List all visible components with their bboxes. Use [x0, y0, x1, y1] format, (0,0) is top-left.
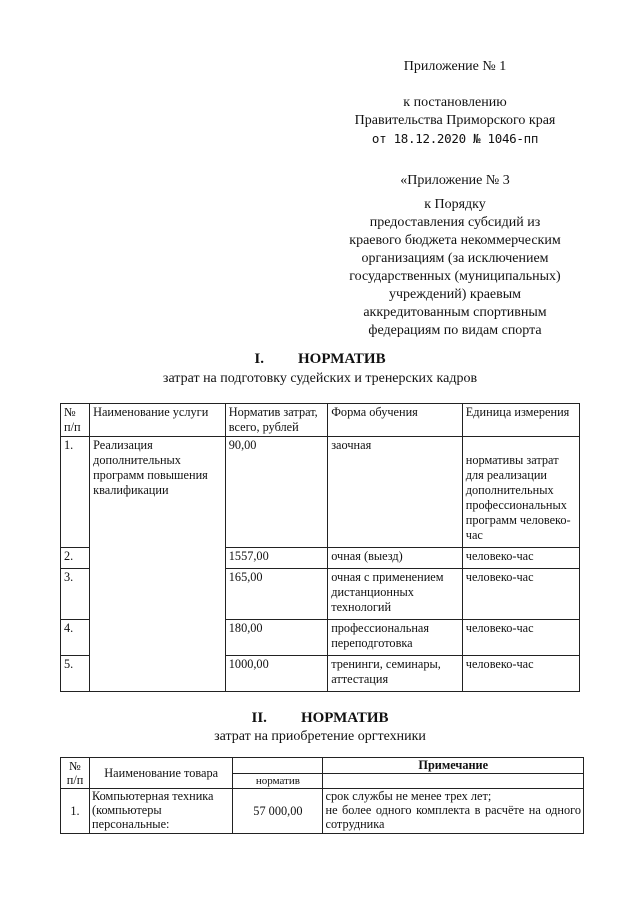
header-num: № п/п — [61, 758, 90, 789]
row-norm: 1557,00 — [225, 548, 327, 569]
section2-subtitle: затрат на приобретение оргтехники — [214, 729, 426, 744]
row-norm: 57 000,00 — [233, 789, 323, 834]
table-row — [61, 437, 580, 548]
equipment-cost-table — [60, 757, 584, 834]
header-item: Наименование товара — [90, 758, 233, 789]
row-num: 4. — [61, 620, 90, 656]
note-line: срок службы не менее трех лет; — [325, 789, 492, 803]
row-form: очная с применением дистанционных технологий — [328, 569, 463, 620]
table-header-row — [61, 404, 580, 437]
header-norm: норматив — [233, 773, 323, 789]
row-unit: человеко-час — [462, 620, 579, 656]
service-name: Реализация дополнительных программ повышения квалификации — [90, 437, 226, 692]
row-norm: 90,00 — [225, 437, 327, 548]
header-service: Наименование услуги — [90, 404, 226, 437]
section1-roman: I. — [254, 351, 265, 367]
nested-line: краевого бюджета некоммерческим — [349, 233, 561, 248]
row-unit: человеко-час — [462, 548, 579, 569]
nested-line: к Порядку — [424, 197, 486, 212]
resolution-block — [330, 94, 580, 148]
section1-title: НОРМАТИВ — [298, 351, 386, 367]
row-form: очная (выезд) — [328, 548, 463, 569]
nested-appendix-text — [330, 196, 580, 340]
header-form: Форма обучения — [328, 404, 463, 437]
row-norm: 165,00 — [225, 569, 327, 620]
section2-title: НОРМАТИВ — [300, 710, 389, 726]
resolution-line: к постановлению — [403, 95, 507, 110]
nested-appendix — [330, 172, 580, 190]
table-header-row — [61, 758, 584, 774]
appendix-title: Приложение № 1 — [403, 59, 507, 74]
appendix-header — [330, 58, 580, 76]
row-item: Компьютерная техника (компьютеры персональные: — [90, 789, 233, 834]
section1-subtitle: затрат на подготовку судейских и тренерских кадров — [162, 371, 478, 386]
nested-line: учреждений) краевым — [388, 287, 521, 302]
section2-roman: II. — [251, 710, 267, 726]
nested-appendix-title: «Приложение № 3 — [400, 173, 510, 188]
row-num: 1. — [61, 437, 90, 548]
row-unit: человеко-час — [462, 569, 579, 620]
row-form: заочная — [328, 437, 463, 548]
table-row — [61, 789, 584, 834]
row-unit: нормативы затрат для реализации дополнительных профессиональных программ человеко-час — [462, 437, 579, 548]
nested-line: федерациям по видам спорта — [368, 323, 542, 338]
nested-line: организациям (за исключением — [361, 251, 549, 266]
row-unit: человеко-час — [462, 656, 579, 692]
note-line: не более одного комплекта в расчёте на одного сотрудника — [325, 803, 581, 831]
section1-heading — [0, 350, 640, 368]
row-norm: 1000,00 — [225, 656, 327, 692]
row-form: профессиональная переподготовка — [328, 620, 463, 656]
government-line: Правительства Приморского края — [354, 113, 556, 128]
header-note: Примечание — [323, 758, 584, 774]
row-note — [323, 789, 584, 834]
row-num: 2. — [61, 548, 90, 569]
nested-line: аккредитованным спортивным — [363, 305, 547, 320]
header-note-blank — [323, 773, 584, 789]
nested-line: государственных (муниципальных) — [349, 269, 561, 284]
header-blank — [233, 758, 323, 774]
header-norm: Норматив затрат, всего, рублей — [225, 404, 327, 437]
training-cost-table — [60, 403, 580, 692]
row-num: 5. — [61, 656, 90, 692]
row-norm: 180,00 — [225, 620, 327, 656]
resolution-stamp: от 18.12.2020 № 1046-пп — [371, 131, 539, 146]
row-form: тренинги, семинары, аттестация — [328, 656, 463, 692]
section2-heading — [0, 709, 640, 727]
row-num: 1. — [61, 789, 90, 834]
row-num: 3. — [61, 569, 90, 620]
header-num: № п/п — [61, 404, 90, 437]
header-unit: Единица измерения — [462, 404, 579, 437]
nested-line: предоставления субсидий из — [369, 215, 541, 230]
